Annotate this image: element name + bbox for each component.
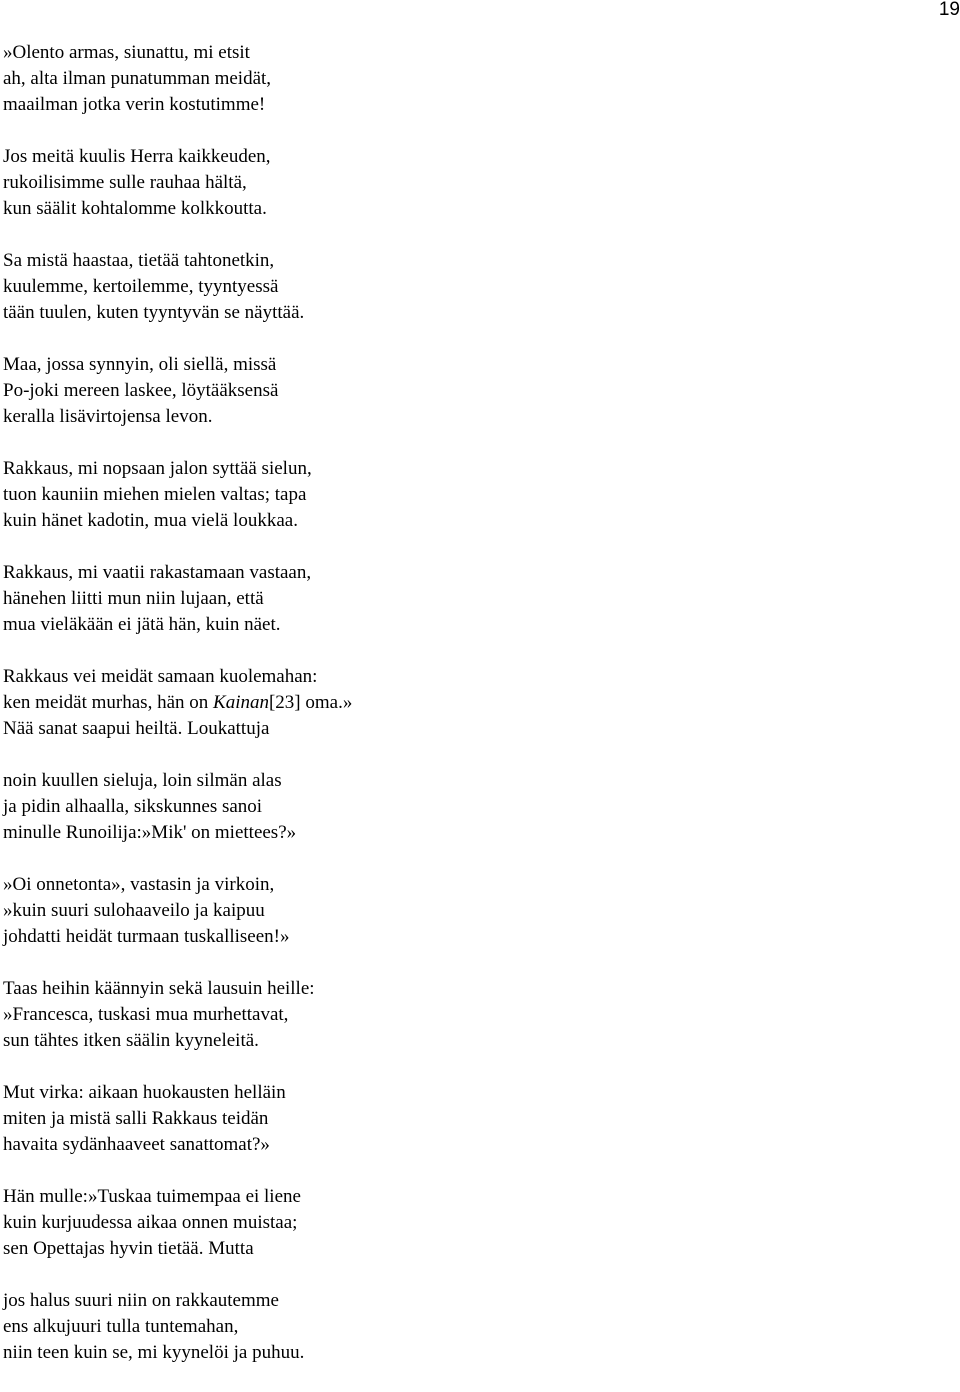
poem-line: hänehen liitti mun niin lujaan, että <box>3 588 264 609</box>
stanza-13 <box>3 1288 903 1366</box>
poem-line: Hän mulle:»Tuskaa tuimempaa ei liene <box>3 1186 301 1207</box>
footnote-reference: [23] oma.» <box>268 692 353 713</box>
poem-line: mua vieläkään ei jätä hän, kuin näet. <box>3 614 281 635</box>
stanza-10 <box>3 976 903 1054</box>
poem-line-with-footnote <box>3 690 903 716</box>
poem-line: kuin kurjuudessa aikaa onnen muistaa; <box>3 1212 298 1233</box>
poem-line: niin teen kuin se, mi kyynelöi ja puhuu. <box>3 1342 305 1363</box>
poem-line: sen Opettajas hyvin tietää. Mutta <box>3 1238 254 1259</box>
poem-line: sun tähtes itken säälin kyyneleitä. <box>3 1030 259 1051</box>
poem-line: tuon kauniin miehen mielen valtas; tapa <box>3 484 307 505</box>
poem-line: kun säälit kohtalomme kolkkoutta. <box>3 198 267 219</box>
stanza-2 <box>3 144 903 222</box>
stanza-12 <box>3 1184 903 1262</box>
stanza-6 <box>3 560 903 638</box>
poem-line: kuulemme, kertoilemme, tyyntyessä <box>3 276 279 297</box>
poem-line: havaita sydänhaaveet sanattomat?» <box>3 1134 270 1155</box>
poem-line: maailman jotka verin kostutimme! <box>3 94 266 115</box>
poem-line: Po-joki mereen laskee, löytääksensä <box>3 380 279 401</box>
poem-line: keralla lisävirtojensa levon. <box>3 406 213 427</box>
page-number: 19 <box>938 0 960 20</box>
line-text-before: ken meidät murhas, hän on <box>3 692 214 713</box>
stanza-7 <box>3 664 903 742</box>
poem-line: johdatti heidät turmaan tuskalliseen!» <box>3 926 290 947</box>
stanza-5 <box>3 456 903 534</box>
stanza-1 <box>3 40 903 118</box>
poem-line: Jos meitä kuulis Herra kaikkeuden, <box>3 146 271 167</box>
poem-line: Rakkaus, mi vaatii rakastamaan vastaan, <box>3 562 312 583</box>
poem-line: ja pidin alhaalla, sikskunnes sanoi <box>3 796 263 817</box>
poem-line: ah, alta ilman punatumman meidät, <box>3 68 272 89</box>
poem-line: rukoilisimme sulle rauhaa hältä, <box>3 172 247 193</box>
poem-line: Rakkaus, mi nopsaan jalon syttää sielun, <box>3 458 312 479</box>
poem-line: Rakkaus vei meidät samaan kuolemahan: <box>3 666 318 687</box>
poem-line: »Oi onnetonta», vastasin ja virkoin, <box>3 874 275 895</box>
italic-name-kainan: Kainan <box>213 692 269 713</box>
poem-line: Sa mistä haastaa, tietää tahtonetkin, <box>3 250 275 271</box>
poem-line: Maa, jossa synnyin, oli siellä, missä <box>3 354 277 375</box>
stanza-9 <box>3 872 903 950</box>
poem-line: »Olento armas, siunattu, mi etsit <box>3 42 250 63</box>
poem-line: ens alkujuuri tulla tuntemahan, <box>3 1316 239 1337</box>
stanza-3 <box>3 248 903 326</box>
poem-text <box>3 40 903 1392</box>
poem-line: noin kuullen sieluja, loin silmän alas <box>3 770 282 791</box>
poem-line: tään tuulen, kuten tyyntyvän se näyttää. <box>3 302 305 323</box>
stanza-11 <box>3 1080 903 1158</box>
poem-line: jos halus suuri niin on rakkautemme <box>3 1290 279 1311</box>
poem-line: kuin hänet kadotin, mua vielä loukkaa. <box>3 510 298 531</box>
stanza-8 <box>3 768 903 846</box>
poem-line: miten ja mistä salli Rakkaus teidän <box>3 1108 269 1129</box>
poem-line: Taas heihin käännyin sekä lausuin heille: <box>3 978 315 999</box>
poem-line: »kuin suuri sulohaaveilo ja kaipuu <box>3 900 265 921</box>
poem-line: minulle Runoilija:»Mik' on miettees?» <box>3 822 297 843</box>
poem-line: Nää sanat saapui heiltä. Loukattuja <box>3 718 270 739</box>
poem-line: Mut virka: aikaan huokausten helläin <box>3 1082 286 1103</box>
poem-line: »Francesca, tuskasi mua murhettavat, <box>3 1004 289 1025</box>
stanza-4 <box>3 352 903 430</box>
